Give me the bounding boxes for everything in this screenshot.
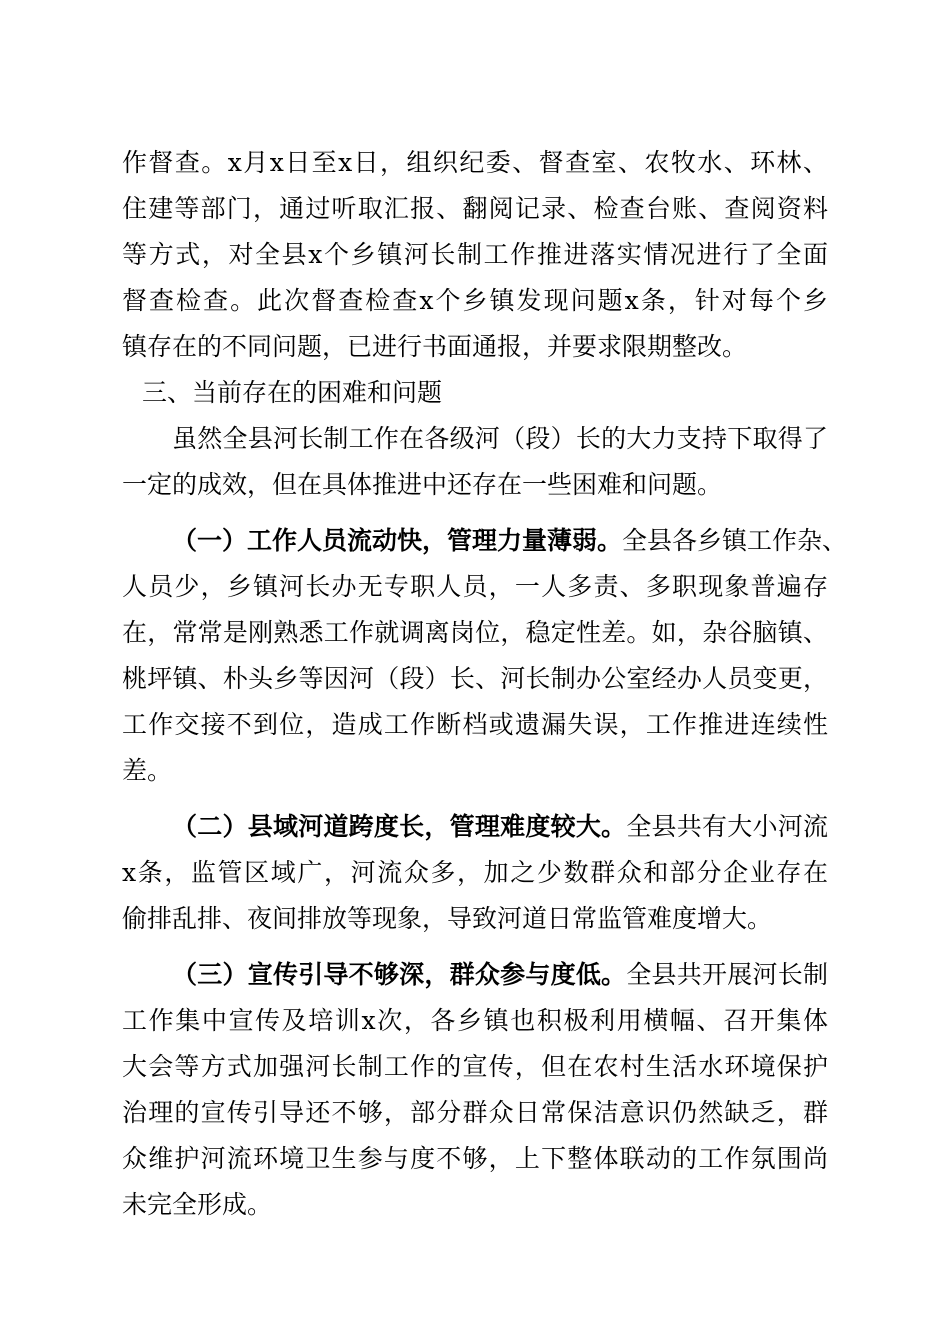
text-line: 虽然全县河长制工作在各级河（段）长的大力支持下取得了 [172, 424, 828, 453]
item-text: 全县共开展河长制 [626, 960, 828, 989]
text-line: 督查检查。此次督查检查x个乡镇发现问题x条，针对每个乡 [122, 286, 828, 315]
spacer [122, 508, 828, 518]
section-heading: 三、当前存在的困难和问题 [142, 378, 443, 407]
text-line: 众维护河流环境卫生参与度不够，上下整体联动的工作氛围尚 [122, 1144, 828, 1173]
text-line: 偷排乱排、夜间排放等现象，导致河道日常监管难度增大。 [122, 904, 773, 933]
item-text: 全县共有大小河流 [626, 812, 828, 841]
text-line: 人员少，乡镇河长办无专职人员，一人多责、多职现象普遍存 [122, 572, 828, 601]
text-line: 工作集中宣传及培训x次，各乡镇也积极利用横幅、召开集体 [122, 1006, 828, 1035]
text-line: 镇存在的不同问题，已进行书面通报，并要求限期整改。 [122, 332, 748, 361]
text-line: 桃坪镇、朴头乡等因河（段）长、河长制办公室经办人员变更， [122, 664, 828, 693]
text-line: 一定的成效，但在具体推进中还存在一些困难和问题。 [122, 470, 723, 499]
paragraph-item-2 [122, 804, 828, 942]
text-line: 差。 [122, 756, 173, 785]
text-line: 未完全形成。 [122, 1190, 273, 1219]
item-title: （二）县域河道跨度长，管理难度较大。 [172, 812, 627, 841]
text-line: 工作交接不到位，造成工作断档或遗漏失误，工作推进连续性 [122, 710, 828, 739]
spacer [122, 942, 828, 952]
text-line: 大会等方式加强河长制工作的宣传，但在农村生活水环境保护 [122, 1052, 828, 1081]
text-line: x条，监管区域广，河流众多，加之少数群众和部分企业存在 [122, 858, 828, 887]
paragraph-item-1 [122, 518, 848, 794]
item-text: 全县各乡镇工作杂、 [622, 526, 848, 555]
item-title: （一）工作人员流动快，管理力量薄弱。 [172, 526, 623, 555]
text-line: 在，常常是刚熟悉工作就调离岗位，稳定性差。如，杂谷脑镇、 [122, 618, 828, 647]
text-line: 治理的宣传引导还不够，部分群众日常保洁意识仍然缺乏，群 [122, 1098, 828, 1127]
text-line: 住建等部门，通过听取汇报、翻阅记录、检查台账、查阅资料 [122, 194, 828, 223]
spacer [122, 794, 828, 804]
paragraph-summary [122, 416, 828, 508]
text-line [122, 518, 848, 564]
text-line: 等方式，对全县x个乡镇河长制工作推进落实情况进行了全面 [122, 240, 828, 269]
text-line: 作督查。x月x日至x日，组织纪委、督查室、农牧水、环林、 [122, 148, 828, 177]
document-body [122, 140, 848, 1228]
text-line [122, 952, 828, 998]
paragraph-item-3 [122, 952, 828, 1228]
item-title: （三）宣传引导不够深，群众参与度低。 [172, 960, 627, 989]
paragraph-intro [122, 140, 828, 370]
text-line [122, 804, 828, 850]
